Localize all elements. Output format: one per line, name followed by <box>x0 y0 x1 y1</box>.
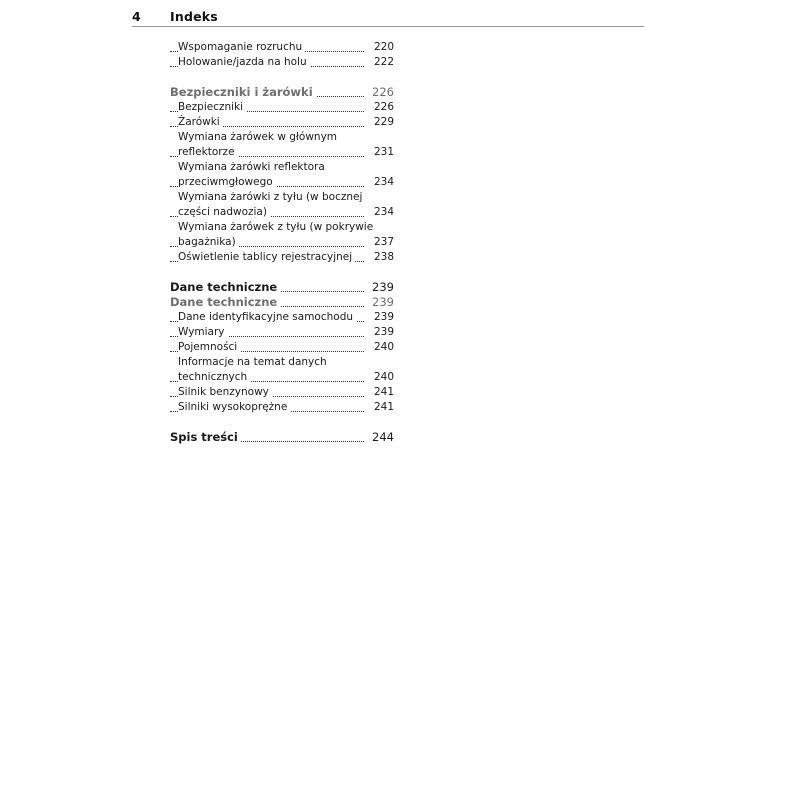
entry-label: bagażnika) <box>178 236 239 248</box>
index-subsection-heading[interactable] <box>170 295 394 310</box>
index-entry[interactable] <box>170 250 394 265</box>
entry-first-line[interactable] <box>170 190 394 205</box>
entry-label: reflektorze <box>178 146 238 158</box>
entry-label-line1: Wymiana żarówek w głównym <box>178 131 340 143</box>
index-entry[interactable] <box>170 175 394 190</box>
index-entry[interactable] <box>170 310 394 325</box>
entry-page: 234 <box>371 175 394 190</box>
index-section-heading[interactable] <box>170 280 394 295</box>
entry-page: 240 <box>371 370 394 385</box>
entry-label: Bezpieczniki <box>178 101 246 113</box>
entry-label-line1: Wymiana żarówki reflektora <box>178 161 328 173</box>
entry-page: 239 <box>371 325 394 340</box>
index-entry[interactable] <box>170 100 394 115</box>
index-entry[interactable] <box>170 40 394 55</box>
index-entry[interactable] <box>170 145 394 160</box>
entry-page: 241 <box>371 400 394 415</box>
entry-page: 241 <box>371 385 394 400</box>
subsection-label: Dane techniczne <box>170 295 280 309</box>
entry-label: Pojemności <box>178 341 240 353</box>
entry-label: Silnik benzynowy <box>178 386 272 398</box>
entry-page: 222 <box>371 55 394 70</box>
entry-label: części nadwozia) <box>178 206 270 218</box>
index-entry[interactable] <box>170 385 394 400</box>
index-section-heading[interactable] <box>170 85 394 100</box>
entry-page: 231 <box>371 145 394 160</box>
index-entry[interactable] <box>170 235 394 250</box>
entry-label: technicznych <box>178 371 250 383</box>
subsection-page: 239 <box>369 295 394 310</box>
spacer <box>170 265 394 280</box>
index-entry[interactable] <box>170 370 394 385</box>
section-title: Indeks <box>170 9 218 24</box>
entry-page: 239 <box>371 310 394 325</box>
index-entry[interactable] <box>170 340 394 355</box>
entry-label: Oświetlenie tablicy rejestracyjnej <box>178 251 355 263</box>
entry-label: Żarówki <box>178 116 223 128</box>
entry-label-line1: Wymiana żarówki z tyłu (w bocznej <box>178 191 365 203</box>
entry-label: przeciwmgłowego <box>178 176 276 188</box>
spacer <box>170 70 394 85</box>
entry-label: Wymiary <box>178 326 228 338</box>
entry-first-line[interactable] <box>170 220 394 235</box>
index-entry[interactable] <box>170 115 394 130</box>
section-label: Dane techniczne <box>170 280 280 294</box>
index-section-heading[interactable] <box>170 430 394 445</box>
entry-first-line[interactable] <box>170 160 394 175</box>
entry-label: Dane identyfikacyjne samochodu <box>178 311 356 323</box>
entry-first-line[interactable] <box>170 355 394 370</box>
entry-label: Holowanie/jazda na holu <box>178 56 310 68</box>
page-header <box>132 8 644 27</box>
index-list <box>170 40 394 445</box>
entry-page: 237 <box>371 235 394 250</box>
section-page: 226 <box>369 85 394 100</box>
entry-page: 220 <box>371 40 394 55</box>
entry-page: 226 <box>371 100 394 115</box>
index-entry[interactable] <box>170 55 394 70</box>
section-page: 244 <box>369 430 394 445</box>
section-label: Bezpieczniki i żarówki <box>170 85 316 99</box>
section-page: 239 <box>369 280 394 295</box>
entry-page: 238 <box>371 250 394 265</box>
entry-label: Wspomaganie rozruchu <box>178 41 305 53</box>
entry-label-line1: Wymiana żarówek z tyłu (w pokrywie <box>178 221 376 233</box>
entry-page: 234 <box>371 205 394 220</box>
page-number: 4 <box>132 9 141 24</box>
entry-page: 229 <box>371 115 394 130</box>
entry-page: 240 <box>371 340 394 355</box>
spacer <box>170 415 394 430</box>
entry-first-line[interactable] <box>170 130 394 145</box>
index-entry[interactable] <box>170 400 394 415</box>
index-entry[interactable] <box>170 205 394 220</box>
entry-label-line1: Informacje na temat danych <box>178 356 330 368</box>
section-label: Spis treści <box>170 430 241 444</box>
entry-label: Silniki wysokoprężne <box>178 401 290 413</box>
index-entry[interactable] <box>170 325 394 340</box>
